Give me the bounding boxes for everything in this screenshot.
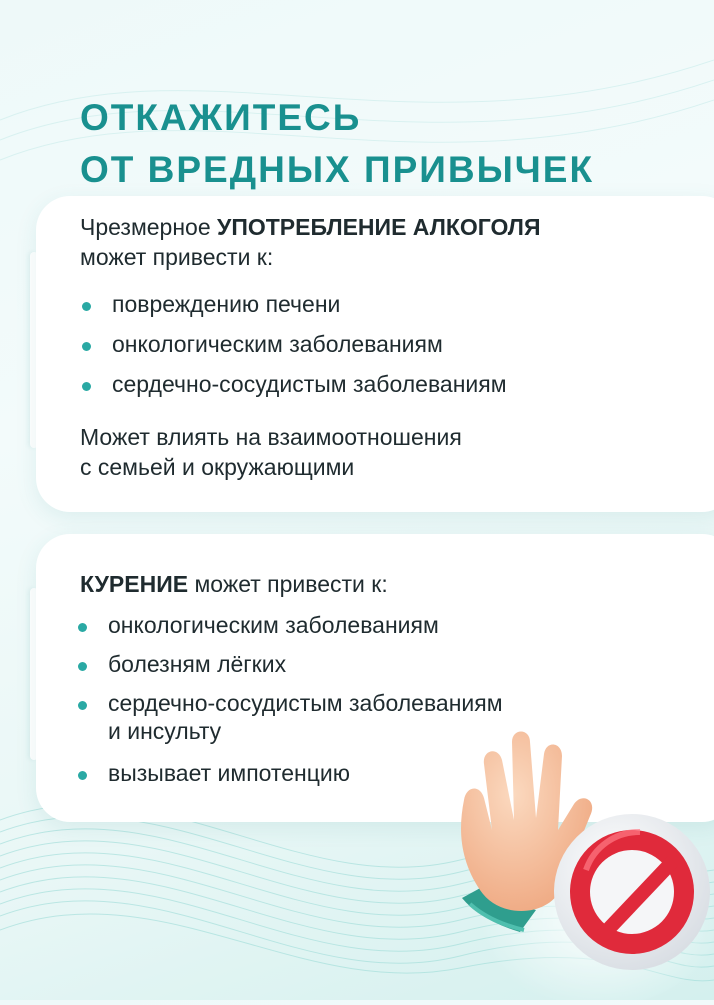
alcohol-intro-prefix: Чрезмерное: [80, 214, 218, 240]
alcohol-note-line-1: Может влиять на взаимоотношения: [80, 424, 462, 450]
list-item: повреждению печени: [80, 291, 507, 331]
page-title: [80, 92, 594, 196]
list-item: сердечно-сосудистым заболеваниям: [76, 690, 503, 718]
smoking-list: [76, 612, 503, 790]
smoking-intro-bold: КУРЕНИЕ: [80, 571, 189, 597]
title-line-2: ОТ ВРЕДНЫХ ПРИВЫЧЕК: [80, 149, 595, 190]
title-line-1: ОТКАЖИТЕСЬ: [80, 97, 362, 138]
alcohol-intro-bold: УПОТРЕБЛЕНИЕ АЛКОГОЛЯ: [217, 214, 541, 240]
alcohol-list: [80, 291, 507, 411]
list-item: сердечно-сосудистым заболеваниям: [80, 371, 507, 411]
alcohol-intro-suffix: может привести к:: [80, 244, 274, 270]
list-item: онкологическим заболеваниям: [76, 612, 503, 651]
list-item-continuation: и инсульту: [108, 718, 222, 744]
smoking-intro-suffix: может привести к:: [188, 571, 388, 597]
alcohol-card: [36, 196, 714, 512]
list-item: вызывает импотенцию: [76, 760, 503, 790]
alcohol-intro: [80, 212, 540, 272]
alcohol-note-line-2: с семьей и окружающими: [80, 454, 355, 480]
smoking-intro: [80, 569, 388, 599]
list-item: онкологическим заболеваниям: [80, 331, 507, 371]
alcohol-note: [80, 422, 462, 482]
list-item: болезням лёгких: [76, 651, 503, 690]
stop-hand-icon: [440, 720, 714, 1000]
